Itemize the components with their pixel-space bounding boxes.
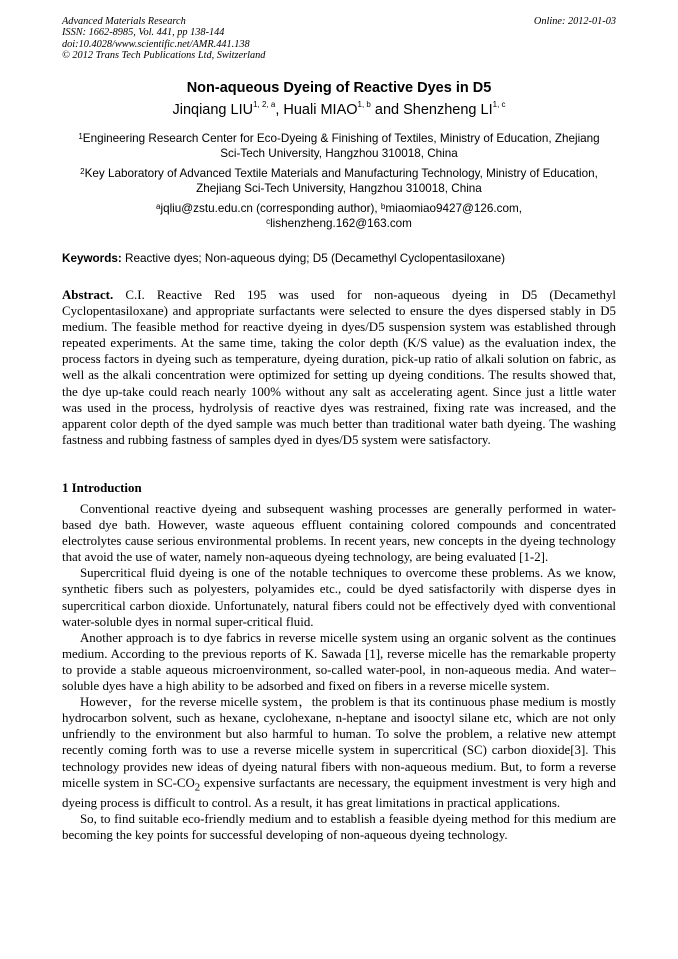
author-affiliation-mark: 1, b	[357, 100, 371, 109]
keywords-label: Keywords:	[62, 252, 122, 265]
abstract-text: C.I. Reactive Red 195 was used for non-aqueous dyeing in D5 (Decamethyl Cyclopentasiloxane) and appropriate surfactants were selected to ensure the dyes dispersed stably in D5 medium. The feasible method for reactive dyeing in dyes/D5 suspension system was established through repeated experiments. At the same time, taking the color depth (K/S value) as the evaluation index, the process factors in dyeing such as temperature, dyeing duration, pick-up ratio of alkali solution on fabric, as well as the alkali concentration were optimized for setting up dyeing conditions. The results showed that, the dye up-take could reach nearly 100% without any salt as accelerating agent. Since just a little water was used in the process, hydrolysis of reactive dyes was restrained, fixing rate was increased, and the apparent color depth of the dyed sample was much better than traditional water bath dyeing. The washing fastness and rubbing fastness of samples dyed in dyes/D5 system were satisfactory.	[62, 288, 616, 447]
author-name: Huali MIAO	[283, 102, 358, 118]
email-link: lishenzheng.162@163.com	[270, 217, 412, 230]
email-link: jqliu@zstu.edu.cn (corresponding author),	[160, 202, 381, 215]
paragraph: So, to find suitable eco-friendly medium and to establish a feasible dyeing method for this medium are becoming the key points for successful developing of non-aqueous dyeing technology.	[62, 812, 616, 843]
keywords-text: Reactive dyes; Non-aqueous dying; D5 (Decamethyl Cyclopentasiloxane)	[121, 252, 506, 265]
paragraph: Supercritical fluid dyeing is one of the notable techniques to overcome these problems. As we know, synthetic fibers such as polyesters, polyamides etc., could be dyed satisfactorily with disperse dyes in supercritical carbon dioxide. Unfortunately, natural fibers could not be effectively dyed with conventional water-soluble dyes in normal super-critical fluid.	[62, 566, 616, 629]
author-affiliation-mark: 1, 2, a	[253, 100, 276, 109]
paragraph: However，for the reverse micelle system，the problem is that its continuous phase medium is mostly hydrocarbon solvent, such as hexane, cyclohexane, n-heptane and isooctyl silane etc, which are not only unfriendly to the environment but also harmful to human. To solve the problem, a relative new attempt recently coming forth was to use a reverse micelle system in supercritical (SC) carbon dioxide[3]. This technology provides new ideas of dyeing natural fibers with non-aqueous medium. But, to form a reverse micelle system in $SC-CO_2$ expensive surfactants are necessary, the equipment investment is very high and dyeing process is difficult to control. As a result, it has great limitations in practical applications.	[62, 695, 616, 811]
paragraph: Conventional reactive dyeing and subsequent washing processes are generally performed in water-based dye bath. However, waste aqueous effluent containing colored compounds and concentrated electrolytes cause serious environmental problems. In recent years, new concepts in the dyeing technology that avoid the use of water, namely non-aqueous dyeing technology, are being evaluated [1-2].	[62, 502, 616, 565]
email-link: miaomiao9427@126.com,	[385, 202, 522, 215]
abstract-label: Abstract.	[62, 288, 114, 302]
paragraph: Another approach is to dye fabrics in reverse micelle system using an organic solvent as the continues medium. According to the previous reports of K. Sawada [1], reverse micelle has the remarkable property to provide a stable aqueous microenvironment, so-called water-pool, in non-aqueous media. And water–soluble dyes have a high ability to be adsorbed and fixed on fibers in a reverse micelle system.	[62, 630, 616, 694]
affiliation: $^1$Engineering Research Center for Eco-Dyeing & Finishing of Textiles, Ministry of Education, Zhejiang Sci-Tech University, Hangzhou 310018, China	[78, 132, 600, 160]
online-date: Online: 2012-01-03	[533, 16, 616, 27]
introduction-body	[62, 501, 616, 844]
affiliation: $^2$Key Laboratory of Advanced Textile Materials and Manufacturing Technology, Ministry of Education, Zhejiang Sci-Tech University, Hangzhou 310018, China	[80, 167, 598, 195]
author-name: Jinqiang LIU	[172, 102, 254, 118]
author-emails: $^a$jqliu@zstu.edu.cn (corresponding author), $^b$miaomiao9427@126.com, $^c$lishenzheng.162@163.com	[156, 202, 522, 230]
journal-header	[62, 16, 616, 61]
copyright-line: © 2012 Trans Tech Publications Ltd, Switzerland	[62, 49, 266, 61]
doi-line: doi:10.4028/www.scientific.net/AMR.441.138	[62, 38, 250, 50]
issn-line: ISSN: 1662-8985, Vol. 441, pp 138-144	[62, 27, 225, 39]
journal-name: Advanced Materials Research	[62, 16, 186, 27]
author-affiliation-mark: 1, c	[492, 100, 506, 109]
author-list: Jinqiang LIU$^{1, 2, a}$, Huali MIAO$^{1, b}$ and Shenzheng LI$^{1, c}$	[172, 100, 506, 118]
keywords	[62, 251, 616, 266]
section-heading: 1 Introduction	[62, 481, 142, 495]
paper-title: Non-aqueous Dyeing of Reactive Dyes in D5	[186, 80, 492, 96]
author-name: Shenzheng LI	[403, 102, 493, 118]
abstract	[62, 287, 616, 448]
